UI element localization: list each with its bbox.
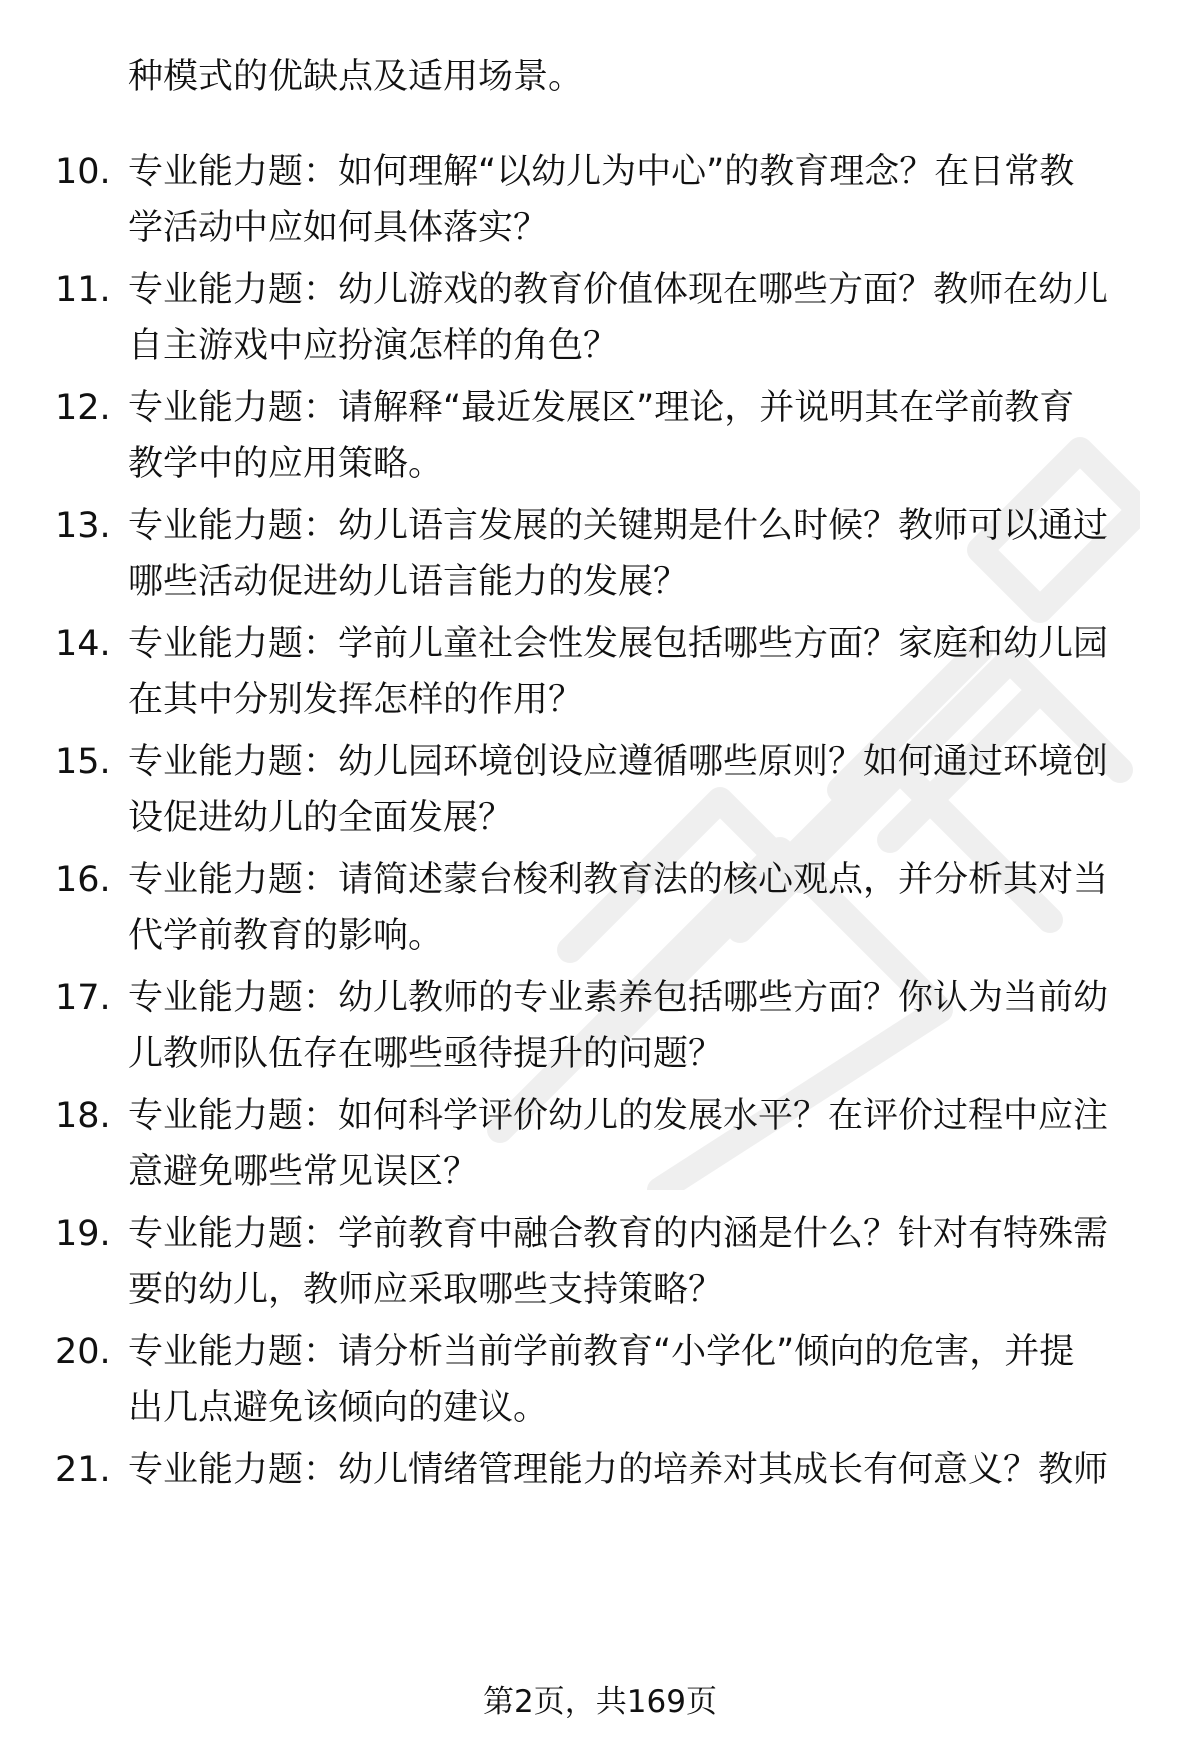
- item-line: 专业能力题：请分析当前学前教育“小学化”倾向的危害，并提: [128, 1332, 1075, 1372]
- item-line: 哪些活动促进幼儿语言能力的发展？: [128, 562, 689, 602]
- item-number: 12.: [55, 388, 111, 428]
- item-number: 11.: [55, 270, 111, 310]
- item-line: 专业能力题：幼儿情绪管理能力的培养对其成长有何意义？教师: [128, 1450, 1109, 1490]
- item-line: 专业能力题：如何理解“以幼儿为中心”的教育理念？在日常教: [128, 152, 1075, 192]
- item-number: 16.: [55, 860, 111, 900]
- item-line: 专业能力题：学前儿童社会性发展包括哪些方面？家庭和幼儿园: [128, 624, 1109, 664]
- item-number: 10.: [55, 152, 111, 192]
- item-line: 儿教师队伍存在哪些亟待提升的问题？: [128, 1034, 724, 1074]
- item-number: 21.: [55, 1450, 111, 1490]
- item-line: 教学中的应用策略。: [128, 444, 444, 484]
- item-number: 15.: [55, 742, 111, 782]
- item-line: 在其中分别发挥怎样的作用？: [128, 680, 584, 720]
- item-number: 20.: [55, 1332, 111, 1372]
- item-line: 专业能力题：幼儿语言发展的关键期是什么时候？教师可以通过: [128, 506, 1109, 546]
- item-line: 出几点避免该倾向的建议。: [128, 1388, 549, 1428]
- item-line: 专业能力题：幼儿教师的专业素养包括哪些方面？你认为当前幼: [128, 978, 1109, 1018]
- item-line: 代学前教育的影响。: [128, 916, 444, 956]
- item-line: 专业能力题：请简述蒙台梭利教育法的核心观点，并分析其对当: [128, 860, 1109, 900]
- item-number: 13.: [55, 506, 111, 546]
- item-line: 设促进幼儿的全面发展？: [128, 798, 514, 838]
- page-number-footer: 第2页，共169页: [483, 1684, 717, 1720]
- item-number: 19.: [55, 1214, 111, 1254]
- item-number: 17.: [55, 978, 111, 1018]
- item-line: 专业能力题：幼儿园环境创设应遵循哪些原则？如何通过环境创: [128, 742, 1109, 782]
- item-number: 18.: [55, 1096, 111, 1136]
- item-line: 学活动中应如何具体落实？: [128, 208, 549, 248]
- item-line: 专业能力题：学前教育中融合教育的内涵是什么？针对有特殊需: [128, 1214, 1109, 1254]
- item-line: 专业能力题：幼儿游戏的教育价值体现在哪些方面？教师在幼儿: [128, 270, 1109, 310]
- item-line: 专业能力题：请解释“最近发展区”理论，并说明其在学前教育: [128, 388, 1075, 428]
- continuation-line: 种模式的优缺点及适用场景。: [128, 57, 584, 97]
- item-line: 意避免哪些常见误区？: [128, 1152, 479, 1192]
- item-line: 自主游戏中应扮演怎样的角色？: [128, 326, 619, 366]
- item-line: 专业能力题：如何科学评价幼儿的发展水平？在评价过程中应注: [128, 1096, 1109, 1136]
- item-number: 14.: [55, 624, 111, 664]
- item-line: 要的幼儿，教师应采取哪些支持策略？: [128, 1270, 724, 1310]
